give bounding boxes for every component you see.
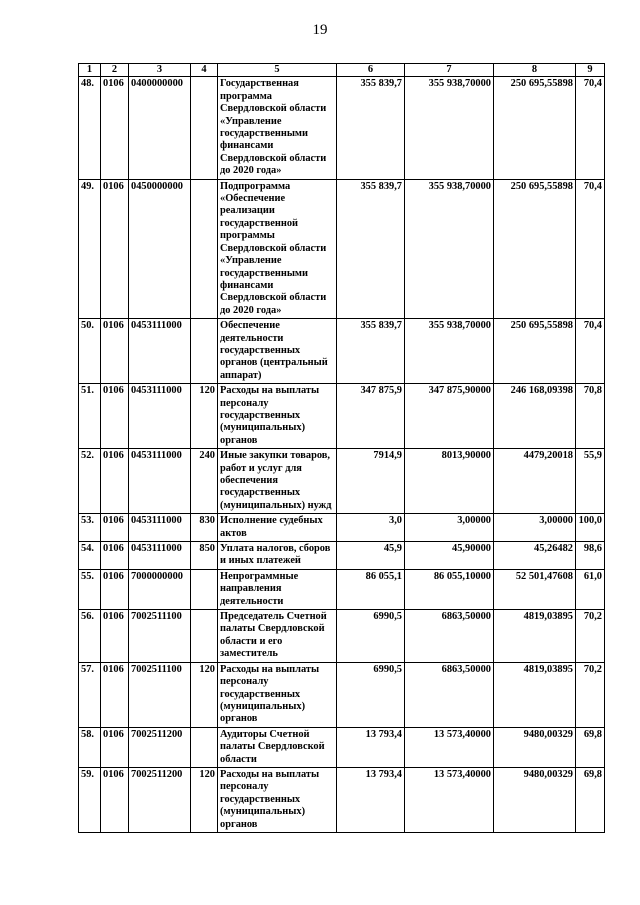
approved-amount: 86 055,1 <box>337 569 405 609</box>
table-row <box>79 767 605 832</box>
table-row <box>79 179 605 318</box>
executed-amount: 4819,03895 <box>494 610 576 663</box>
execution-percent: 70,4 <box>576 179 605 318</box>
table-row <box>79 514 605 542</box>
item-name: Государственная программа Свердловской области «Управление государственными финансами Свердловской области до 2020 года» <box>218 77 337 179</box>
plan-amount: 6863,50000 <box>405 610 494 663</box>
item-name: Расходы на выплаты персоналу государственных (муниципальных) органов <box>218 384 337 449</box>
execution-percent: 70,2 <box>576 662 605 727</box>
executed-amount: 250 695,55898 <box>494 179 576 318</box>
item-name: Иные закупки товаров, работ и услуг для обеспечения государственных (муниципальных) нужд <box>218 449 337 514</box>
expense-type-code: 120 <box>191 662 218 727</box>
expense-type-code <box>191 319 218 384</box>
executed-amount: 4479,20018 <box>494 449 576 514</box>
column-header: 2 <box>101 64 129 77</box>
expense-type-code <box>191 727 218 767</box>
column-header: 3 <box>129 64 191 77</box>
target-item-code: 0453111000 <box>129 449 191 514</box>
approved-amount: 355 839,7 <box>337 319 405 384</box>
section-code: 0106 <box>101 449 129 514</box>
target-item-code: 0453111000 <box>129 384 191 449</box>
section-code: 0106 <box>101 77 129 179</box>
column-header: 7 <box>405 64 494 77</box>
target-item-code: 7002511200 <box>129 767 191 832</box>
approved-amount: 347 875,9 <box>337 384 405 449</box>
row-number: 53. <box>79 514 101 542</box>
expense-type-code <box>191 77 218 179</box>
row-number: 48. <box>79 77 101 179</box>
item-name: Уплата налогов, сборов и иных платежей <box>218 542 337 570</box>
target-item-code: 7002511200 <box>129 727 191 767</box>
expense-type-code <box>191 569 218 609</box>
execution-percent: 69,8 <box>576 727 605 767</box>
target-item-code: 0453111000 <box>129 514 191 542</box>
table-header-row <box>79 64 605 77</box>
expense-type-code: 120 <box>191 384 218 449</box>
execution-percent: 70,4 <box>576 319 605 384</box>
section-code: 0106 <box>101 514 129 542</box>
executed-amount: 246 168,09398 <box>494 384 576 449</box>
executed-amount: 3,00000 <box>494 514 576 542</box>
column-header: 4 <box>191 64 218 77</box>
row-number: 49. <box>79 179 101 318</box>
table-row <box>79 319 605 384</box>
section-code: 0106 <box>101 727 129 767</box>
column-header: 1 <box>79 64 101 77</box>
approved-amount: 7914,9 <box>337 449 405 514</box>
executed-amount: 9480,00329 <box>494 727 576 767</box>
plan-amount: 13 573,40000 <box>405 767 494 832</box>
row-number: 56. <box>79 610 101 663</box>
plan-amount: 45,90000 <box>405 542 494 570</box>
executed-amount: 9480,00329 <box>494 767 576 832</box>
item-name: Подпрограмма «Обеспечение реализации государственной программы Свердловской области «Управление государственными финансами Свердловской области до 2020 года» <box>218 179 337 318</box>
expense-type-code: 240 <box>191 449 218 514</box>
section-code: 0106 <box>101 610 129 663</box>
executed-amount: 4819,03895 <box>494 662 576 727</box>
execution-percent: 70,8 <box>576 384 605 449</box>
approved-amount: 13 793,4 <box>337 767 405 832</box>
table-row <box>79 662 605 727</box>
row-number: 57. <box>79 662 101 727</box>
executed-amount: 45,26482 <box>494 542 576 570</box>
budget-table <box>78 63 605 833</box>
page-number: 19 <box>312 22 328 38</box>
item-name: Непрограммные направления деятельности <box>218 569 337 609</box>
plan-amount: 347 875,90000 <box>405 384 494 449</box>
row-number: 55. <box>79 569 101 609</box>
execution-percent: 98,6 <box>576 542 605 570</box>
table-row <box>79 384 605 449</box>
row-number: 50. <box>79 319 101 384</box>
approved-amount: 355 839,7 <box>337 179 405 318</box>
section-code: 0106 <box>101 319 129 384</box>
target-item-code: 0400000000 <box>129 77 191 179</box>
execution-percent: 70,2 <box>576 610 605 663</box>
table-row <box>79 569 605 609</box>
execution-percent: 55,9 <box>576 449 605 514</box>
section-code: 0106 <box>101 542 129 570</box>
column-header: 5 <box>218 64 337 77</box>
target-item-code: 0453111000 <box>129 542 191 570</box>
plan-amount: 355 938,70000 <box>405 179 494 318</box>
approved-amount: 3,0 <box>337 514 405 542</box>
section-code: 0106 <box>101 384 129 449</box>
table-row <box>79 449 605 514</box>
section-code: 0106 <box>101 179 129 318</box>
item-name: Исполнение судебных актов <box>218 514 337 542</box>
plan-amount: 355 938,70000 <box>405 77 494 179</box>
column-header: 6 <box>337 64 405 77</box>
approved-amount: 6990,5 <box>337 610 405 663</box>
execution-percent: 61,0 <box>576 569 605 609</box>
executed-amount: 250 695,55898 <box>494 319 576 384</box>
item-name: Аудиторы Счетной палаты Свердловской области <box>218 727 337 767</box>
row-number: 52. <box>79 449 101 514</box>
executed-amount: 250 695,55898 <box>494 77 576 179</box>
expense-type-code <box>191 610 218 663</box>
table-row <box>79 610 605 663</box>
row-number: 51. <box>79 384 101 449</box>
table-row <box>79 77 605 179</box>
plan-amount: 8013,90000 <box>405 449 494 514</box>
table-body <box>79 77 605 833</box>
item-name: Расходы на выплаты персоналу государственных (муниципальных) органов <box>218 662 337 727</box>
target-item-code: 7002511100 <box>129 662 191 727</box>
target-item-code: 0453111000 <box>129 319 191 384</box>
target-item-code: 7000000000 <box>129 569 191 609</box>
plan-amount: 13 573,40000 <box>405 727 494 767</box>
approved-amount: 355 839,7 <box>337 77 405 179</box>
plan-amount: 86 055,10000 <box>405 569 494 609</box>
section-code: 0106 <box>101 767 129 832</box>
section-code: 0106 <box>101 662 129 727</box>
target-item-code: 7002511100 <box>129 610 191 663</box>
plan-amount: 6863,50000 <box>405 662 494 727</box>
approved-amount: 45,9 <box>337 542 405 570</box>
row-number: 54. <box>79 542 101 570</box>
approved-amount: 6990,5 <box>337 662 405 727</box>
execution-percent: 100,0 <box>576 514 605 542</box>
executed-amount: 52 501,47608 <box>494 569 576 609</box>
item-name: Расходы на выплаты персоналу государственных (муниципальных) органов <box>218 767 337 832</box>
expense-type-code: 850 <box>191 542 218 570</box>
column-header: 8 <box>494 64 576 77</box>
table-row <box>79 542 605 570</box>
execution-percent: 70,4 <box>576 77 605 179</box>
row-number: 59. <box>79 767 101 832</box>
execution-percent: 69,8 <box>576 767 605 832</box>
table-row <box>79 727 605 767</box>
target-item-code: 0450000000 <box>129 179 191 318</box>
expense-type-code: 830 <box>191 514 218 542</box>
expense-type-code: 120 <box>191 767 218 832</box>
plan-amount: 3,00000 <box>405 514 494 542</box>
row-number: 58. <box>79 727 101 767</box>
column-header: 9 <box>576 64 605 77</box>
item-name: Председатель Счетной палаты Свердловской области и его заместитель <box>218 610 337 663</box>
plan-amount: 355 938,70000 <box>405 319 494 384</box>
expense-type-code <box>191 179 218 318</box>
item-name: Обеспечение деятельности государственных органов (центральный аппарат) <box>218 319 337 384</box>
approved-amount: 13 793,4 <box>337 727 405 767</box>
section-code: 0106 <box>101 569 129 609</box>
